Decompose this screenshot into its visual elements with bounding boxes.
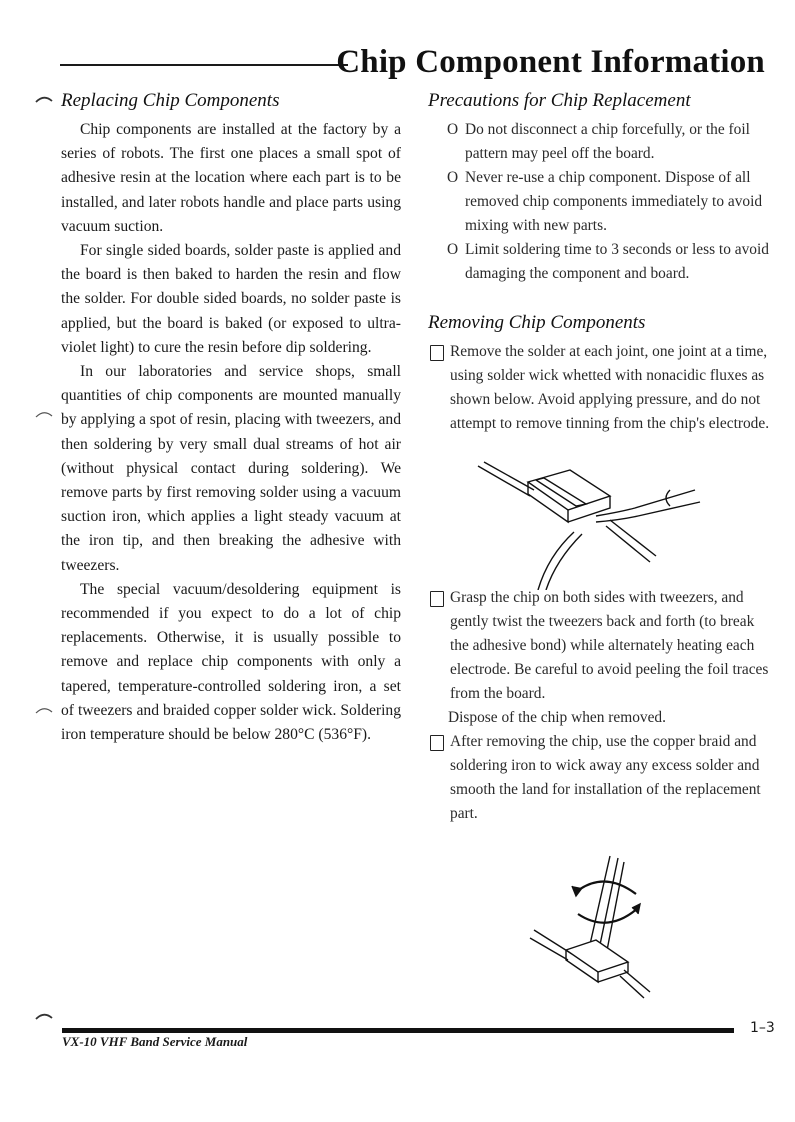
- binder-mark: [34, 410, 54, 418]
- dispose-note: Dispose of the chip when removed.: [448, 709, 666, 726]
- precaution-text: Limit soldering time to 3 seconds or less to avoid damaging the component and board.: [465, 241, 769, 282]
- tweezers-twist-illustration: [520, 852, 670, 1002]
- circle-bullet-icon: O: [447, 169, 459, 186]
- binder-mark: [34, 706, 54, 714]
- title-rule: [60, 64, 348, 66]
- binder-mark: [34, 1012, 54, 1020]
- replacing-heading: Replacing Chip Components: [61, 90, 280, 111]
- list-item: [428, 166, 773, 238]
- precautions-list: [428, 118, 773, 286]
- removing-steps-2: [428, 586, 773, 706]
- footer-rule: [62, 1028, 734, 1033]
- step-text: Grasp the chip on both sides with tweezers, and gently twist the tweezers back and forth (to break the adhesive bond) while alternately heating each electrode. Be careful to avoid peeling the foil traces from the board.: [450, 589, 769, 702]
- circle-bullet-icon: O: [447, 241, 459, 258]
- replacing-section: [61, 90, 401, 747]
- list-item: [428, 118, 773, 166]
- manual-title: VX-10 VHF Band Service Manual: [62, 1034, 248, 1049]
- list-item: [428, 340, 773, 436]
- precautions-heading: Precautions for Chip Replacement: [428, 90, 691, 111]
- removing-steps-3: [428, 730, 773, 826]
- circle-bullet-icon: O: [447, 121, 459, 138]
- precautions-section: [428, 90, 773, 826]
- list-item: [428, 586, 773, 706]
- paragraph: The special vacuum/desoldering equipment is recommended if you expect to do a lot of chip replacements. Otherwise, it is usually possible to remove and replace chip components with only a tapered, temperature-controlled soldering iron, a set of tweezers and braided copper solder wick. Soldering iron temperature should be below 280°C (536°F).: [61, 580, 401, 744]
- removing-steps-1: [428, 340, 773, 436]
- paragraph: In our laboratories and service shops, small quantities of chip components are mounted manually by applying a spot of resin, placing with tweezers, and then soldering by very small dual streams of hot air (without physical contact during soldering). We remove parts by first removing solder using a vacuum suction iron, which applies a light steady vacuum at the iron tip, and then breaking the adhesive with tweezers.: [61, 363, 401, 574]
- binder-mark: [34, 95, 54, 103]
- page-number: 1–3: [750, 1020, 775, 1036]
- paragraph: Chip components are installed at the factory by a series of robots. The first one places a small spot of adhesive resin at the location where each part is to be installed, and later robots handle and place parts using vacuum suction.: [61, 121, 401, 235]
- page-title: Chip Component Information: [336, 44, 765, 80]
- paragraph: For single sided boards, solder paste is applied and the board is then baked to harden the resin and flow the solder. For double sided boards, no solder paste is applied, but the board is baked (or exposed to ultra-violet light) to cure the resin before dip soldering.: [61, 242, 401, 356]
- step-text: Remove the solder at each joint, one joint at a time, using solder wick whetted with nonacidic fluxes as shown below. Avoid applying pressure, and do not attempt to remove tinning from the chip's electrode.: [450, 343, 770, 432]
- precaution-text: Never re-use a chip component. Dispose of all removed chip components immediately to avoid mixing with new parts.: [465, 169, 763, 234]
- precaution-text: Do not disconnect a chip forcefully, or the foil pattern may peel off the board.: [465, 121, 750, 162]
- checkbox-bullet-icon: [430, 735, 444, 751]
- solder-wick-illustration: [470, 460, 720, 590]
- list-item: [428, 238, 773, 286]
- checkbox-bullet-icon: [430, 345, 444, 361]
- list-item: [428, 730, 773, 826]
- removing-heading: Removing Chip Components: [428, 312, 646, 333]
- step-text: After removing the chip, use the copper braid and soldering iron to wick away any excess solder and smooth the land for installation of the replacement part.: [450, 733, 761, 822]
- checkbox-bullet-icon: [430, 591, 444, 607]
